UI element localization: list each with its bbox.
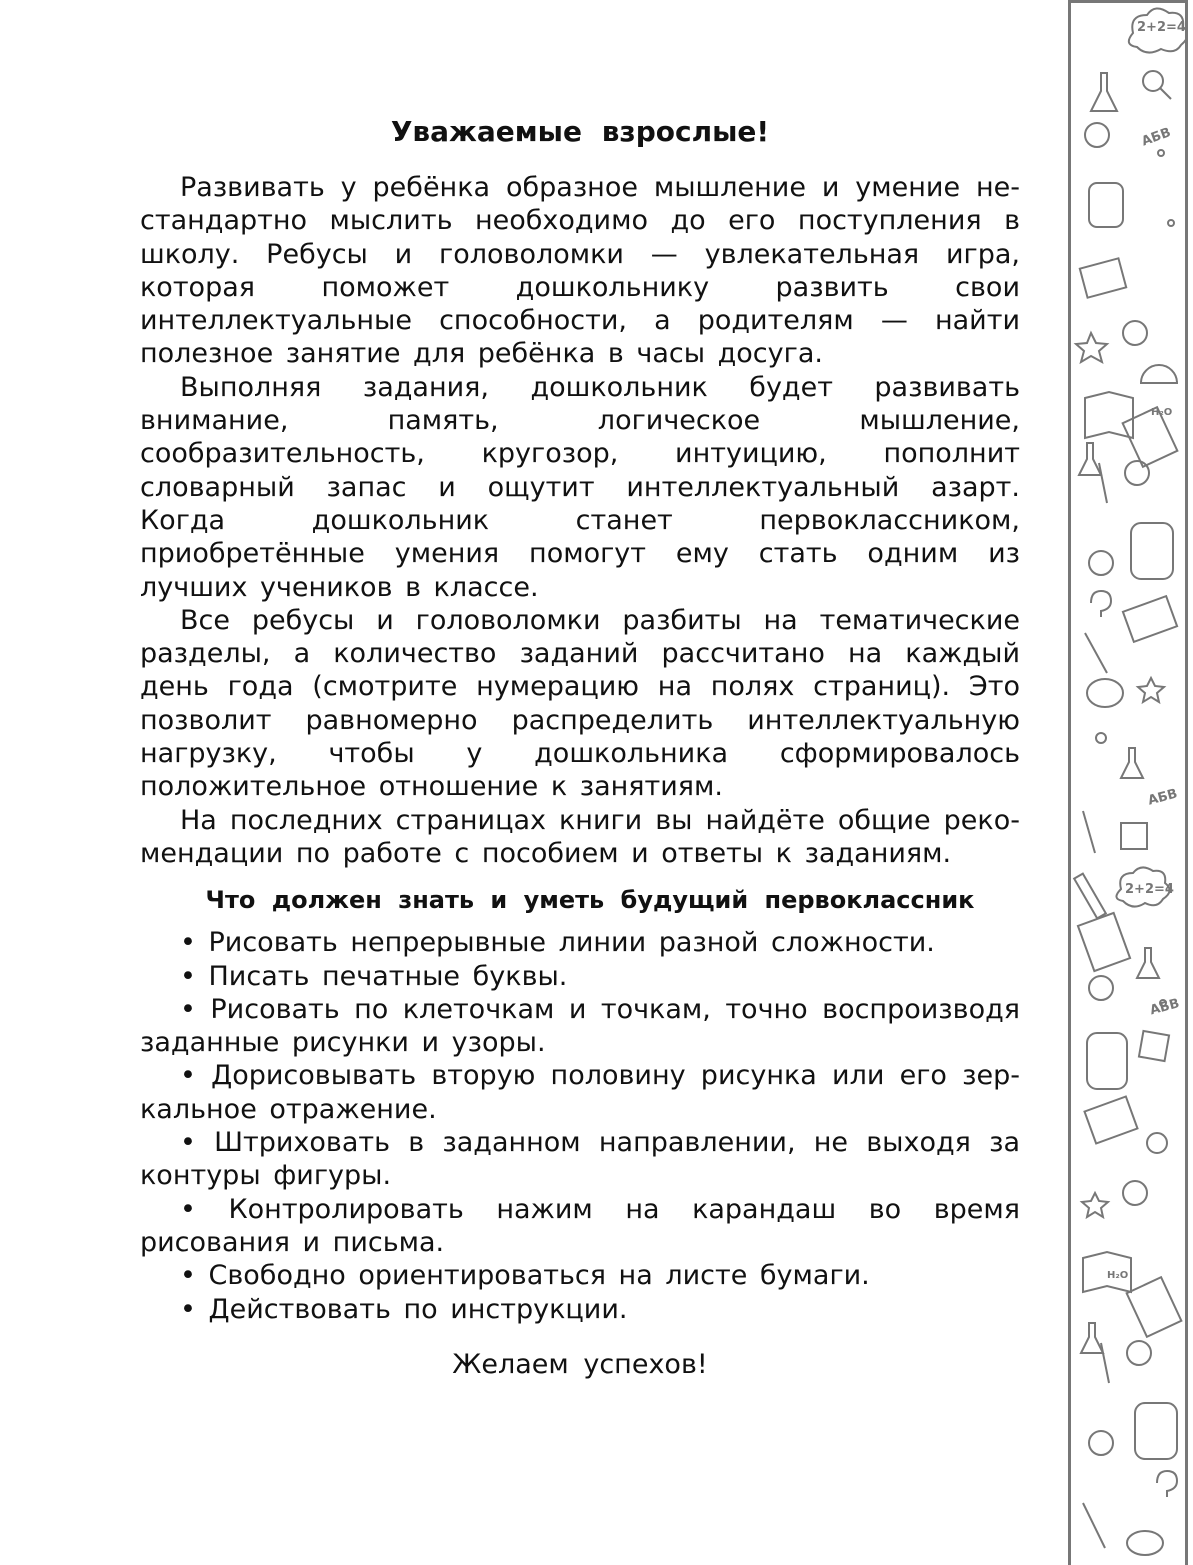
apple-icon [1123, 321, 1147, 345]
paragraph-3: Все ребусы и головоломки разбиты на тематические разделы, а количество заданий рассчитано на каждый день года (смотрите нумерацию на полях страниц). Это позволит равномерно распределить интеллектуальную нагрузку, чтобы у дошкольника сформировалось положительное отношение к занятиям. [140, 604, 1020, 803]
book-icon [1078, 913, 1130, 971]
flower-icon [1096, 733, 1106, 743]
paragraph-4: На последних страницах книги вы найдёте общие рекомендации по работе с пособием и ответы к заданиям. [140, 804, 1020, 869]
list-item: • Штриховать в заданном направлении, не выходя за контуры фигуры. [140, 1127, 1020, 1192]
strip-label: АБВ [1139, 125, 1173, 150]
lightbulb-icon [1089, 551, 1113, 575]
flask-icon [1137, 948, 1159, 978]
paragraph-2: Выполняя задания, дошкольник будет развивать внимание, память, логическое мышление, сообразительность, кругозор, интуицию, пополнит словарный запас и ощутит интеллектуальный азарт. Когда дошкольник станет первоклассником, приобретённые умения помогут ему стать одним из лучших учеников в классе. [140, 371, 1020, 603]
strip-label: 2+2=4 [1137, 20, 1186, 35]
page-title: Уважаемые взрослые! [390, 115, 770, 148]
protractor-icon [1141, 365, 1177, 383]
question-icon [1091, 591, 1111, 617]
list-item: • Рисовать по клеточкам и точкам, точно воспроизводя заданные рисунки и узоры. [140, 993, 1020, 1059]
book-icon [1085, 1097, 1138, 1144]
apple-icon [1123, 1181, 1147, 1205]
flask-icon [1081, 1323, 1103, 1353]
main-content [140, 115, 1020, 1381]
brush-icon [1101, 1343, 1109, 1383]
book-icon [1080, 258, 1126, 297]
apple-icon [1089, 976, 1113, 1000]
monkey-icon [1147, 1133, 1167, 1153]
note-icon [1139, 1031, 1169, 1061]
strip-label: АБВ [1148, 996, 1182, 1019]
question-icon [1157, 1471, 1177, 1497]
strip-label: АБВ [1146, 786, 1180, 809]
star-icon [1138, 678, 1164, 702]
pencil-icon [1083, 1503, 1105, 1548]
flask-icon [1079, 443, 1101, 475]
list-item: • Свободно ориентироваться на листе бумаги. [180, 1260, 870, 1292]
brush-icon [1099, 463, 1107, 503]
backpack-icon [1087, 1033, 1127, 1089]
list-item: • Дорисовывать вторую половину рисунка или его зеркальное отражение. [140, 1060, 1020, 1125]
paragraph-1: Развивать у ребёнка образное мышление и умение нестандартно мыслить необходимо до его поступления в школу. Ребусы и головоломки — увлекательная игра, которая поможет дошкольнику развить свои интеллектуальные способности, а родителям — найти полезное занятие для ребёнка в часы досуга. [140, 172, 1020, 370]
backpack-icon [1089, 183, 1123, 227]
flask-icon [1091, 73, 1117, 111]
backpack-icon [1135, 1403, 1177, 1459]
list-item: • Рисовать непрерывные линии разной сложности. [180, 927, 935, 959]
star-icon [1076, 333, 1107, 362]
ruler-icon [1074, 874, 1106, 919]
list-item: • Контролировать нажим на карандаш во время рисования и письма. [140, 1193, 1020, 1258]
list-item: • Действовать по инструкции. [180, 1293, 628, 1325]
lightbulb-icon [1089, 1431, 1113, 1455]
decorative-doodle-strip [1068, 0, 1188, 1565]
strip-label: H₂O [1151, 407, 1173, 418]
doodle-illustration [1071, 3, 1188, 1565]
section-subtitle: Что должен знать и уметь будущий первоклассник [205, 886, 975, 915]
apple-icon [1085, 123, 1109, 147]
flask-icon [1121, 748, 1143, 778]
pencil-icon [1085, 633, 1107, 673]
strip-label: H₂O [1107, 1270, 1129, 1281]
backpack-icon [1131, 523, 1173, 579]
list-item: • Писать печатные буквы. [180, 960, 568, 992]
notebook-icon [1127, 1277, 1182, 1337]
apple-icon [1127, 1341, 1151, 1365]
closing-text: Желаем успехов! [452, 1348, 708, 1380]
palette-icon [1127, 1531, 1163, 1555]
star-icon [1082, 1193, 1108, 1217]
note-icon [1121, 823, 1147, 849]
palette-icon [1087, 679, 1123, 707]
strip-label: 2+2=4 [1125, 882, 1174, 897]
pencil-icon [1083, 811, 1095, 853]
apple-icon [1125, 461, 1149, 485]
book-icon [1123, 596, 1177, 642]
